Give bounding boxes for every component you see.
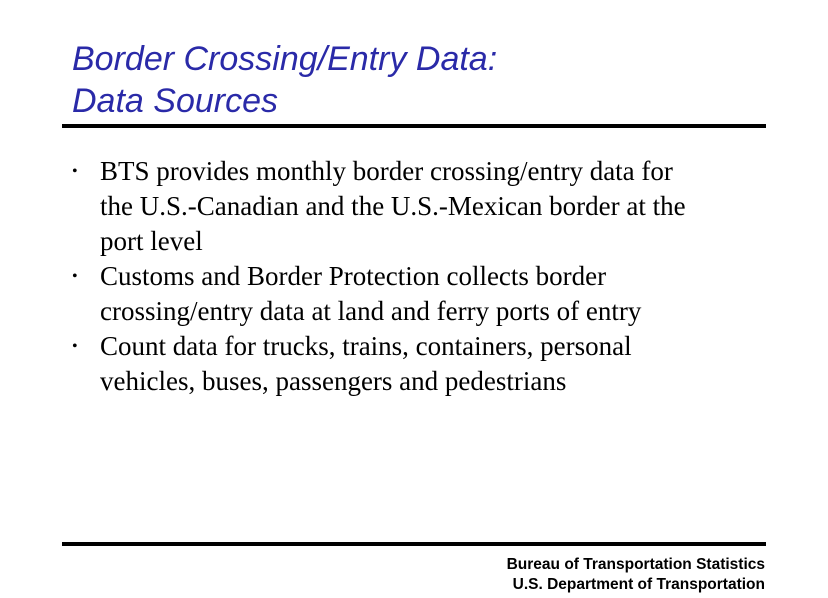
slide-title-line: Data Sources [72,82,278,120]
bullet-text [100,154,792,259]
bullet-list [72,154,792,399]
footer-divider [62,542,766,546]
bullet-line: vehicles, buses, passengers and pedestrians [100,366,567,396]
bullet-text [100,259,792,329]
footer-organization: Bureau of Transportation Statistics [506,556,765,573]
slide-title [72,38,497,122]
bullet-line: port level [100,226,203,256]
bullet-line: Customs and Border Protection collects border [100,261,607,291]
title-divider [62,124,766,128]
footer-department: U.S. Department of Transportation [512,576,765,593]
bullet-line: the U.S.-Canadian and the U.S.-Mexican border at the [100,191,686,221]
bullet-line: crossing/entry data at land and ferry ports of entry [100,296,642,326]
footer [507,555,765,595]
bullet-item [72,154,792,259]
bullet-line: Count data for trucks, trains, containers, personal [100,331,632,361]
bullet-item [72,259,792,329]
bullet-icon: • [72,268,78,285]
slide-title-line: Border Crossing/Entry Data: [72,40,498,78]
bullet-icon: • [72,338,78,355]
bullet-line: BTS provides monthly border crossing/entry data for [100,156,673,186]
bullet-item [72,329,792,399]
bullet-icon: • [72,163,78,180]
bullet-text [100,329,792,399]
